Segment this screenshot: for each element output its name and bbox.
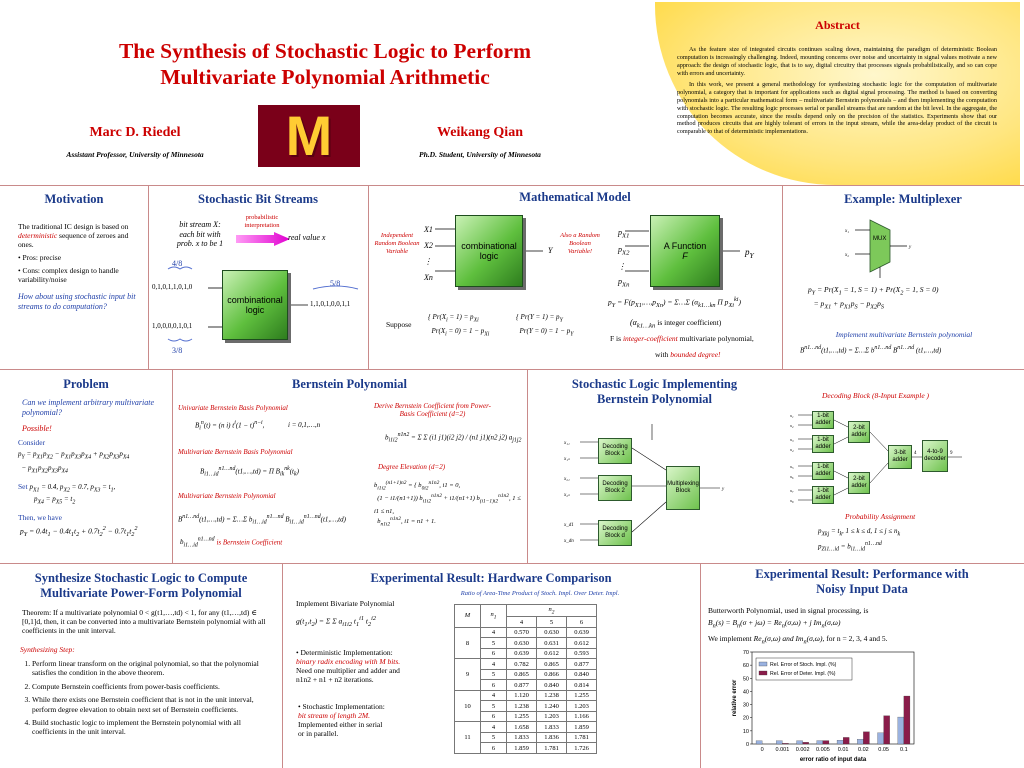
problem-question: Can we implement arbitrary multivariate polynomial? bbox=[22, 398, 154, 417]
adder-wires bbox=[790, 405, 1020, 515]
multivariate-poly-label: Multivariate Bernstein Polynomial bbox=[178, 492, 276, 500]
y-tick-label: 60 bbox=[742, 663, 749, 670]
prob-assign-formula: $p_{Xkj} = t_k$, 1 ≤ k ≤ d, $1 \le j \le n_k$ $p_{Zi1\dots id} = b_{i1\dots id}^{n1\dots nd}$ bbox=[818, 527, 901, 553]
hw-cell-ratio: 1.203 bbox=[537, 711, 567, 722]
y-tick-label: 50 bbox=[742, 676, 749, 683]
poster-header bbox=[0, 0, 660, 185]
hw-cell-ratio: 0.631 bbox=[537, 638, 567, 649]
hw-cell-n1: 5 bbox=[481, 701, 507, 712]
bar-stoch bbox=[756, 741, 762, 744]
bar-deter bbox=[782, 743, 788, 744]
hw-cell-ratio: 1.833 bbox=[537, 722, 567, 733]
deterministic-word: deterministic bbox=[18, 231, 58, 240]
out-bits: 1,1,0,1,0,0,1,1 bbox=[310, 300, 351, 308]
svg-text:x₈: x₈ bbox=[790, 498, 794, 503]
univariate-basis-formula: $B_i^n(t) = (n$ i) $t^i(1 - t)^{n-i}$, bbox=[195, 420, 265, 432]
legend-swatch bbox=[759, 671, 767, 675]
p-y: $p_Y$ bbox=[745, 247, 754, 260]
title-line-1: The Synthesis of Stochastic Logic to Perform bbox=[118, 39, 532, 63]
bar-stoch bbox=[817, 741, 823, 744]
interp-arrow bbox=[236, 232, 290, 246]
hw-cell-ratio: 1.238 bbox=[537, 690, 567, 701]
hw-cell-n1: 4 bbox=[481, 659, 507, 670]
decoding-block-2: Decoding Block 2 bbox=[598, 475, 632, 501]
abstract-para-1: As the feature size of integrated circuits continues scaling down, maintaining the paradigm of deterministic Boolean computation is increasingly challenging. Indeed, mounting concerns over noise and uncertainty in signal values motivate a new approach: the design of stochastic logic, that is to say, digital circuitry that processes signals probabilistically, and so can cope with errors and uncertainty. bbox=[677, 46, 997, 77]
y-tick-label: 0 bbox=[745, 742, 749, 748]
hw-cell-ratio: 0.877 bbox=[567, 659, 597, 670]
perf-text1: Butterworth Polynomial, used in signal processing, is bbox=[708, 606, 869, 615]
hw-cell-ratio: 0.840 bbox=[567, 669, 597, 680]
hw-cell-n1: 5 bbox=[481, 669, 507, 680]
set-block: Set $p_{X1} = 0.4$, $p_{X2} = 0.7$, $p_{X3} = t_1$, $p_{X4} = p_{X5} = t_2$ bbox=[18, 482, 116, 506]
hw-title: Experimental Result: Hardware Comparison bbox=[370, 571, 612, 585]
table-row bbox=[455, 722, 597, 733]
motivation-question: How about using stochastic input bit streams to do computation? bbox=[18, 292, 136, 311]
perf-title: Experimental Result: Performance with Noisy Input Data bbox=[755, 567, 969, 596]
bernstein-formula-ex: $B^{n1\dots nd}(t1,\dots,td)$ = Σ…Σ $b^{n1\dots nd}$ $B^{n1\dots nd}$ (t1,…,td) bbox=[800, 345, 942, 355]
hw-cell-ratio: 0.570 bbox=[507, 627, 537, 638]
hw-cell-ratio: 1.833 bbox=[507, 732, 537, 743]
bar-deter bbox=[803, 742, 809, 744]
hw-cell-M: 11 bbox=[455, 722, 481, 754]
problem-possible: Possible! bbox=[22, 424, 52, 433]
p-inputs: $p_{X1}$ $p_{X2}$ ⋮ $p_{Xn}$ bbox=[618, 228, 630, 289]
hw-cell-ratio: 1.859 bbox=[567, 722, 597, 733]
example-title: Example: Multiplexer bbox=[844, 192, 962, 206]
bitstream-desc: bit stream X: each bit with prob. x to be 1 bbox=[176, 220, 224, 249]
problem-title: Problem bbox=[63, 377, 109, 391]
x-tick-label: 0.01 bbox=[837, 747, 849, 753]
hw-n2-value: 5 bbox=[537, 617, 567, 628]
consider-label: Consider bbox=[18, 438, 46, 447]
svg-text:x₂₁: x₂₁ bbox=[564, 477, 570, 482]
svg-text:x₄: x₄ bbox=[790, 447, 794, 452]
bound-note: with bounded degree! bbox=[655, 350, 721, 359]
math-logic-box: combinational logic bbox=[455, 215, 523, 287]
hw-cell-ratio: 1.836 bbox=[537, 732, 567, 743]
hw-cell-n1: 6 bbox=[481, 711, 507, 722]
hw-cell-ratio: 1.240 bbox=[537, 701, 567, 712]
decoding-block-1: Decoding Block 1 bbox=[598, 438, 632, 464]
bar-deter bbox=[904, 696, 910, 744]
stoch-impl-wires bbox=[560, 420, 760, 560]
motivation-cons: • Cons: complex design to handle variability/noise bbox=[18, 266, 119, 284]
x-tick-label: 0.002 bbox=[795, 747, 810, 753]
hw-cell-M: 10 bbox=[455, 690, 481, 722]
legend-swatch bbox=[759, 662, 767, 666]
adder-2a: 2-bit adder bbox=[848, 421, 870, 443]
hw-table-caption: Ratio of Area-Time Product of Stoch. Impl. Over Deter. Impl. bbox=[460, 590, 620, 597]
multivariate-basis-formula: $B_{i1\dots id}^{n1\dots nd}(t1,\dots,td) = \Pi$ $B_{ik}^{nk}(t_k)$ bbox=[200, 466, 299, 478]
motivation-text: The traditional IC design is based on deterministic sequence of zeroes and ones. bbox=[18, 222, 129, 249]
streams-title: Stochastic Bit Streams bbox=[198, 192, 318, 206]
x-tick-label: 0.05 bbox=[878, 747, 889, 753]
perf-chart bbox=[730, 648, 920, 766]
bar-stoch bbox=[857, 739, 863, 744]
motivation-title: Motivation bbox=[44, 192, 104, 206]
bernstein-title: Bernstein Polynomial bbox=[292, 377, 407, 391]
y-axis-label: relative error bbox=[732, 679, 738, 717]
svg-text:y: y bbox=[722, 487, 725, 492]
hw-cell-ratio: 1.120 bbox=[507, 690, 537, 701]
x-tick-label: 0 bbox=[760, 747, 764, 753]
svg-text:x₁: x₁ bbox=[845, 229, 849, 234]
y-tick-label: 10 bbox=[742, 728, 749, 735]
derive-formula: $b_{i1i2}^{n1n2} = \Sigma$ Σ (i1 j1)(i2 j2) / (n1 j1)(n2 j2) $a_{j1j2}$ bbox=[385, 432, 522, 444]
hw-cell-ratio: 0.865 bbox=[537, 659, 567, 670]
math-function-formula: $p_Y$ = $F(p_{X1},\dots,p_{Xn})$ = Σ…Σ ($\alpha_{k1\dots kn}$ Π $p_{Xi}^{ki}$) bbox=[608, 296, 742, 309]
in-bot-bits: 1,0,0,0,0,1,0,1 bbox=[152, 322, 193, 330]
bar-stoch bbox=[797, 741, 803, 744]
hw-cell-ratio: 0.877 bbox=[507, 680, 537, 691]
stoch-impl-title: Stochastic Logic Implementing Bernstein Polynomial bbox=[571, 377, 738, 406]
math-y: Y bbox=[548, 246, 553, 255]
hw-head-n1: $n_1$ bbox=[481, 605, 507, 628]
hw-cell-ratio: 0.630 bbox=[507, 638, 537, 649]
adder-1c: 1-bit adder bbox=[812, 462, 834, 480]
hw-det-block: • Deterministic Implementation: binary radix encoding with M bits. Need one multiplier and adder and n1n2 + n1 + n2 iterations. bbox=[296, 648, 401, 684]
implement-label: Implement multivariate Bernstein polynomial bbox=[835, 330, 973, 339]
y-tick-label: 20 bbox=[742, 715, 749, 722]
hw-n2-value: 4 bbox=[507, 617, 537, 628]
author1-role: Assistant Professor, University of Minnesota bbox=[66, 150, 204, 159]
bar-stoch bbox=[776, 741, 782, 744]
hw-cell-n1: 5 bbox=[481, 638, 507, 649]
elevation-label: Degree Elevation (d=2) bbox=[378, 463, 446, 471]
svg-text:4: 4 bbox=[914, 451, 917, 456]
hw-cell-n1: 6 bbox=[481, 680, 507, 691]
elevation-formula: $b_{i1i2}^{(n1+1)n2}$ = { $b_{0i2}^{n1n2}$, i1 = 0, (1 − i1/(n1+1)) $b_{i1i2}^{n1n2} + i1/(n1+1)$ $b_{(i1-1)i2}^{n1n2}$, 1 ≤ i1 ≤ n1, $b_{n1i2}^{n1n2}$, i1 = n1 + 1. bbox=[374, 480, 521, 528]
svg-text:x₆: x₆ bbox=[790, 474, 794, 479]
multivariate-poly-formula: $B^{n1\dots nd}(t1,\dots,td)$ = Σ…Σ $b_{i1\dots id}^{n1\dots nd}$ $B_{i1\dots id}^{n1\dots nd}(t1,\dots,td)$ bbox=[178, 514, 346, 526]
bar-stoch bbox=[837, 740, 843, 744]
svg-text:x₅: x₅ bbox=[790, 464, 794, 469]
x-inputs: X1 X2 ⋮ Xn bbox=[424, 225, 433, 282]
abstract-body bbox=[677, 46, 997, 136]
multivariate-basis-label: Multivariate Bernstein Basis Polynomial bbox=[178, 448, 293, 456]
in-bot-frac: 3/8 bbox=[172, 346, 183, 355]
synth-step-3: 3. While there exists one Bernstein coefficient that is not in the unit interval, perform degree elevation to obtain next set of Bernstein coefficients. bbox=[32, 695, 276, 714]
synth-steps bbox=[18, 659, 276, 741]
multiplexing-block: Multiplexing Block bbox=[666, 466, 700, 510]
hw-cell-n1: 6 bbox=[481, 743, 507, 754]
in-top-bits: 0,1,0,1,1,0,1,0 bbox=[152, 283, 193, 291]
problem-formula-1: $p_Y = p_{X1}p_{X2} - p_{X1}p_{X3}p_{X4} + p_{X2}p_{X3}p_{X4}$ − $p_{X1}p_{X2}p_{X3}p_{X4}$ bbox=[18, 450, 130, 475]
motivation-body bbox=[18, 222, 142, 311]
synth-step-2: 2. Compute Bernstein coefficients from power-basis coefficients. bbox=[32, 682, 276, 691]
svg-text:x₁ₙ: x₁ₙ bbox=[564, 457, 570, 462]
poster-title bbox=[20, 38, 630, 90]
author2-name: Weikang Qian bbox=[437, 125, 523, 140]
hw-stoch-block: • Stochastic Implementation: bit stream of length 2M. Implemented either in serial or in parallel. bbox=[298, 702, 385, 738]
author2-role: Ph.D. Student, University of Minnesota bbox=[419, 150, 541, 159]
hw-cell-ratio: 0.866 bbox=[537, 669, 567, 680]
svg-text:x_d1: x_d1 bbox=[564, 523, 574, 528]
hw-cell-ratio: 1.203 bbox=[567, 701, 597, 712]
table-row bbox=[455, 627, 597, 638]
hw-cell-ratio: 1.658 bbox=[507, 722, 537, 733]
hw-head-M: M bbox=[455, 605, 481, 628]
svg-text:y: y bbox=[909, 245, 912, 250]
university-logo bbox=[258, 105, 360, 167]
hw-n2-value: 6 bbox=[567, 617, 597, 628]
problem-result: $p_Y = 0.4t_1 - 0.4t_1t_2 + 0.7t_2^2 - 0.7t_1t_2^2$ bbox=[20, 525, 138, 538]
then-label: Then, we have bbox=[18, 513, 62, 522]
hw-cell-ratio: 0.612 bbox=[567, 638, 597, 649]
hw-cell-n1: 4 bbox=[481, 722, 507, 733]
math-model-title: Mathematical Model bbox=[519, 190, 631, 204]
synth-step-4: 4. Build stochastic logic to implement the Bernstein polynomial with all coefficients in the unit interval. bbox=[32, 718, 276, 737]
hw-cell-ratio: 1.781 bbox=[537, 743, 567, 754]
svg-text:x₂: x₂ bbox=[790, 423, 794, 428]
abstract-panel bbox=[655, 2, 1020, 185]
mux-formula: $p_Y = Pr(X_1 = 1$, $S = 1) + Pr(X_2 = 1$, S = 0) = $p_{X1} + p_{X1}p_S - p_{X2}p_S$ bbox=[808, 285, 939, 311]
abstract-para-2: In this work, we present a general methodology for synthesizing stochastic logic for the computation of multivariate polynomial, a category that is important for applications such as digital signal processing. The method is based on converting polynomials into a particular mathematical form – multivariate Bernstein polynomials – and then implementing the computation with stochastic logic. The resulting logic processes serial or parallel streams that are random at the bit level. In the aggregate, the computation becomes accurate, since the results depend only on the precision of the statistics. Experiments show that our method produces circuits that are highly tolerant of errors in the input stream, while the area-delay product of the circuit is comparable to that of deterministic implementations. bbox=[677, 80, 997, 136]
hw-cell-ratio: 0.593 bbox=[567, 648, 597, 659]
bar-stoch bbox=[878, 733, 884, 744]
bar-deter bbox=[823, 741, 829, 744]
svg-text:x₂ₙ: x₂ₙ bbox=[564, 493, 570, 498]
out-frac: 5/8 bbox=[330, 279, 341, 288]
synth-title: Synthesize Stochastic Logic to Compute Multivariate Power-Form Polynomial bbox=[34, 571, 248, 600]
hw-cell-ratio: 0.639 bbox=[567, 627, 597, 638]
streams-logic-box: combinational logic bbox=[222, 270, 288, 340]
coef-note: ($\alpha_{k1\dots kn}$ is integer coefficient) bbox=[630, 318, 722, 330]
hw-table-body bbox=[455, 627, 597, 753]
legend-entry: Rel. Error of Stoch. Impl. (%) bbox=[770, 662, 837, 668]
hw-cell-ratio: 0.840 bbox=[537, 680, 567, 691]
hw-cell-n1: 5 bbox=[481, 732, 507, 743]
svg-text:x₂: x₂ bbox=[845, 253, 849, 258]
bar-deter bbox=[863, 732, 869, 744]
x-tick-label: 0.02 bbox=[858, 747, 869, 753]
independent-label: Independent Random Boolean Variable bbox=[374, 232, 420, 255]
svg-text:x₃: x₃ bbox=[790, 437, 794, 442]
range-formula: i = 0,1,…,n bbox=[288, 421, 321, 429]
adder-1a: 1-bit adder bbox=[812, 411, 834, 429]
derive-label: Derive Bernstein Coefficient from Power-Basis Coefficient (d=2) bbox=[373, 402, 492, 419]
hw-cell-ratio: 0.865 bbox=[507, 669, 537, 680]
hw-cell-ratio: 1.166 bbox=[567, 711, 597, 722]
y-tick-label: 30 bbox=[742, 702, 749, 709]
hw-cell-ratio: 1.255 bbox=[507, 711, 537, 722]
svg-text:9: 9 bbox=[950, 451, 953, 456]
hw-cell-n1: 4 bbox=[481, 627, 507, 638]
svg-text:x₇: x₇ bbox=[790, 488, 794, 493]
x-tick-label: 0.001 bbox=[775, 747, 790, 753]
hw-cell-M: 8 bbox=[455, 627, 481, 659]
hw-cell-ratio: 1.859 bbox=[507, 743, 537, 754]
also-random-label: Also a Random Boolean Variable! bbox=[560, 232, 600, 255]
hw-cell-n1: 4 bbox=[481, 690, 507, 701]
bar-deter bbox=[843, 737, 849, 744]
abstract-title: Abstract bbox=[815, 18, 860, 32]
hw-cell-ratio: 0.782 bbox=[507, 659, 537, 670]
hw-cell-ratio: 0.630 bbox=[537, 627, 567, 638]
coef-def: $b_{i1\dots id}^{n1\dots nd}$ is Bernstein Coefficient bbox=[180, 537, 283, 549]
hw-cell-M: 9 bbox=[455, 659, 481, 691]
interp-label: probabilistic interpretation bbox=[244, 214, 280, 229]
y-tick-label: 40 bbox=[742, 689, 749, 696]
adder-2b: 2-bit adder bbox=[848, 472, 870, 494]
hw-implement: Implement Bivariate Polynomial bbox=[296, 599, 395, 608]
mux-label: MUX bbox=[873, 236, 887, 242]
logo-letter: M bbox=[285, 104, 333, 167]
in-top-frac: 4/8 bbox=[172, 259, 183, 268]
hw-cell-ratio: 1.726 bbox=[567, 743, 597, 754]
y-tick-label: 70 bbox=[742, 650, 749, 656]
synth-step-1: 1. Perform linear transform on the original polynomial, so that the polynomial satisfies the condition in the above theorem. bbox=[32, 659, 276, 678]
hw-cell-ratio: 1.781 bbox=[567, 732, 597, 743]
synth-theorem: Theorem: If a multivariate polynomial 0 < g(t1,…,td) < 1, for any (t1,…,td) ∈ [0,1]d, then, it can be converted into a multivariate Bernstein polynomial with all coefficients in the unit interval. bbox=[22, 608, 266, 635]
function-box: A Function F bbox=[650, 215, 720, 287]
svg-text:x₁: x₁ bbox=[790, 413, 794, 418]
hw-cell-ratio: 1.255 bbox=[567, 690, 597, 701]
x-tick-label: 0.1 bbox=[900, 747, 908, 753]
decoder-4-9: 4-to-9 decoder bbox=[922, 440, 948, 472]
perf-text2: We implement $Re_n(\sigma,\omega)$ and $Im_n(\sigma,\omega)$, for n = 2, 3, 4 and 5. bbox=[708, 634, 888, 646]
title-line-2: Multivariate Polynomial Arithmetic bbox=[160, 65, 490, 90]
x-axis-label: error ratio of input data bbox=[799, 757, 867, 763]
bar-stoch bbox=[898, 717, 904, 744]
synth-step-label: Synthesizing Step: bbox=[20, 645, 75, 654]
hw-formula: $g(t_1,t_2) = \Sigma$ Σ $a_{i1i2}$ $t_1^{i1}$ $t_2^{i2}$ bbox=[296, 615, 376, 628]
motivation-pros: • Pros: precise bbox=[18, 253, 62, 262]
hw-cell-n1: 6 bbox=[481, 648, 507, 659]
legend-entry: Rel. Error of Deter. Impl. (%) bbox=[770, 671, 836, 677]
hw-cell-ratio: 0.639 bbox=[507, 648, 537, 659]
table-row bbox=[455, 659, 597, 670]
hw-cell-ratio: 0.814 bbox=[567, 680, 597, 691]
univariate-basis-label: Univariate Bernstein Basis Polynomial bbox=[178, 404, 288, 412]
adder-1b: 1-bit adder bbox=[812, 435, 834, 453]
decoding-label: Decoding Block (8-Input Example ) bbox=[822, 391, 930, 400]
author1-name: Marc D. Riedel bbox=[89, 125, 181, 140]
decoding-block-d: Decoding Block d bbox=[598, 520, 632, 546]
perf-formula: $B_n(s) = B_n(\sigma + j\omega) = Re_n(\sigma,\omega) + j$ $Im_n(\sigma,\omega)$ bbox=[708, 618, 841, 630]
f-note: F is integer-coefficient multivariate polynomial, bbox=[610, 334, 754, 343]
real-value-label: real value x bbox=[288, 233, 326, 242]
hw-table-wrap bbox=[454, 604, 597, 754]
hw-table bbox=[454, 604, 597, 754]
x-tick-label: 0.005 bbox=[815, 747, 830, 753]
svg-text:x₁₁: x₁₁ bbox=[564, 441, 570, 446]
bar-deter bbox=[884, 716, 890, 744]
hw-cell-ratio: 1.238 bbox=[507, 701, 537, 712]
adder-3: 3-bit adder bbox=[888, 445, 912, 469]
adder-1d: 1-bit adder bbox=[812, 486, 834, 504]
table-row bbox=[455, 690, 597, 701]
prob-assign-label: Probability Assignment bbox=[845, 512, 916, 521]
svg-text:x_dn: x_dn bbox=[564, 539, 574, 544]
hw-cell-ratio: 0.612 bbox=[537, 648, 567, 659]
mux-diagram bbox=[845, 218, 925, 280]
hw-head-n2: $n_2$ bbox=[507, 605, 597, 617]
